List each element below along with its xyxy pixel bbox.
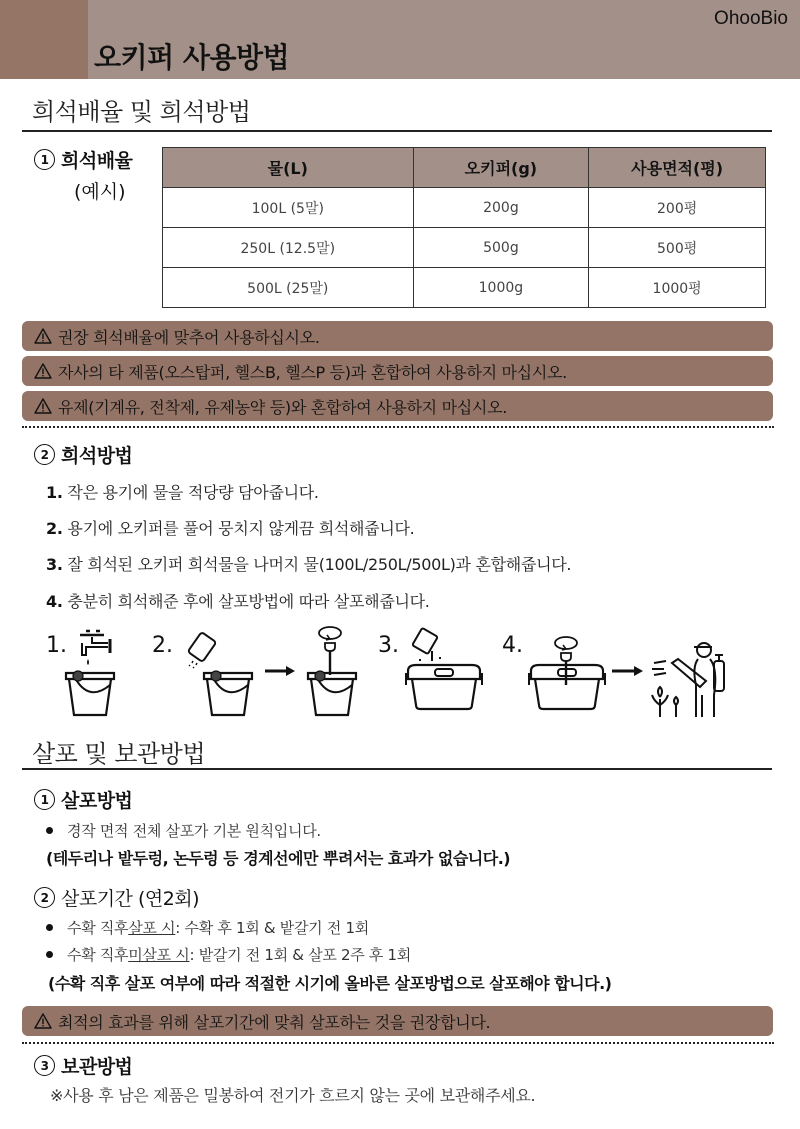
subheading-label: 보관방법 <box>61 1056 133 1078</box>
warning-icon <box>34 363 52 379</box>
table-cell: 200평 <box>589 188 766 228</box>
brand-name: OhooBio <box>714 8 788 29</box>
dilution-table <box>162 147 766 308</box>
step-text: 잘 희석된 오키퍼 희석물을 나머지 물(100L/250L/500L)과 혼합해줍니다. <box>67 555 572 574</box>
bullet-underlined: 살포 시 <box>128 919 176 937</box>
subheading-label: 희석방법 <box>61 445 133 467</box>
step-number: 1. <box>46 483 63 502</box>
bullet-suffix: : 수확 후 1회 & 밭갈기 전 1회 <box>175 919 369 937</box>
table-cell: 500평 <box>589 228 766 268</box>
step-text: 충분히 희석해준 후에 살포방법에 따라 살포해줍니다. <box>67 592 430 611</box>
column-header-area: 사용면적(평) <box>589 148 766 188</box>
step-number: 2. <box>46 519 63 538</box>
storage-text: ※사용 후 남은 제품은 밀봉하여 전기가 흐르지 않는 곳에 보관해주세요. <box>50 1086 536 1105</box>
subheading-spray-method <box>34 786 132 813</box>
table-cell: 1000g <box>413 268 589 308</box>
number-badge: 1 <box>34 789 55 810</box>
bullet-text: 경작 면적 전체 살포가 기본 원칙입니다. <box>67 822 321 840</box>
warning-text: 유제(기계유, 전착제, 유제농약 등)와 혼합하여 사용하지 마십시오. <box>58 397 508 417</box>
warning-banner <box>22 1006 773 1036</box>
table-header-row <box>163 148 766 188</box>
section-title-spray-storage: 살포 및 보관방법 <box>32 740 206 768</box>
step-item <box>46 480 319 503</box>
spray-method-note: (테두리나 밭두렁, 논두렁 등 경계선에만 뿌려서는 효과가 없습니다.) <box>46 849 511 868</box>
number-badge: 2 <box>34 444 55 465</box>
bullet-icon <box>46 951 53 958</box>
step-item <box>46 552 571 575</box>
faucet-icon <box>80 631 110 665</box>
bullet-item <box>46 820 321 841</box>
number-badge: 3 <box>34 1055 55 1076</box>
column-header-okeeper: 오키퍼(g) <box>413 148 589 188</box>
table-row <box>163 228 766 268</box>
bullet-suffix: : 밭갈기 전 1회 & 살포 2주 후 1회 <box>189 946 411 964</box>
illustration-label: 2. <box>152 633 173 658</box>
spray-period-note: (수확 직후 살포 여부에 따라 적절한 시기에 올바른 살포방법으로 살포해야 합니다.) <box>48 974 612 993</box>
step-item <box>46 589 430 612</box>
illustration-label: 3. <box>378 633 399 658</box>
example-note: (예시) <box>74 181 126 203</box>
number-badge: 1 <box>34 149 55 170</box>
bullet-underlined: 미살포 시 <box>128 946 190 964</box>
step-number: 4. <box>46 592 63 611</box>
table-cell: 500g <box>413 228 589 268</box>
table-cell: 200g <box>413 188 589 228</box>
step-text: 용기에 오키퍼를 풀어 뭉치지 않게끔 희석해줍니다. <box>67 519 415 538</box>
warning-banner <box>22 391 773 421</box>
subheading-label: 희석배율 <box>61 150 133 172</box>
sprayer-farmer-icon <box>652 643 724 717</box>
warning-icon <box>34 1013 52 1029</box>
table-cell: 500L (25말) <box>163 268 414 308</box>
subheading-label: 살포기간 (연2회) <box>61 888 200 910</box>
illustration-graphics <box>0 625 800 720</box>
table-row <box>163 188 766 228</box>
illustration-label: 1. <box>46 633 67 658</box>
step-text: 작은 용기에 물을 적당량 담아줍니다. <box>67 483 319 502</box>
dilution-illustration <box>0 625 800 720</box>
bullet-item <box>46 917 369 938</box>
header-accent-block <box>0 0 88 79</box>
subheading-dilution-method <box>34 441 132 468</box>
page-header <box>0 0 800 79</box>
bullet-item <box>46 944 411 965</box>
warning-icon <box>34 328 52 344</box>
table-cell: 100L (5말) <box>163 188 414 228</box>
illustration-label: 4. <box>502 633 523 658</box>
section-divider <box>22 130 772 132</box>
table-row <box>163 268 766 308</box>
dotted-divider <box>22 426 774 428</box>
powder-pack-icon <box>188 632 217 668</box>
page-title: 오키퍼 사용방법 <box>94 41 290 74</box>
pour-container-icon <box>412 628 440 661</box>
table-cell: 250L (12.5말) <box>163 228 414 268</box>
subheading-spray-period <box>34 884 199 911</box>
number-badge: 2 <box>34 887 55 908</box>
warning-text: 최적의 효과를 위해 살포기간에 맞춰 살포하는 것을 권장합니다. <box>58 1012 491 1032</box>
bullet-icon <box>46 827 53 834</box>
subheading-label: 살포방법 <box>61 790 133 812</box>
section-divider <box>22 768 772 770</box>
column-header-water: 물(L) <box>163 148 414 188</box>
step-item <box>46 516 414 539</box>
subheading-dilution-ratio <box>34 146 132 173</box>
step-number: 3. <box>46 555 63 574</box>
warning-icon <box>34 398 52 414</box>
warning-text: 권장 희석배율에 맞추어 사용하십시오. <box>58 327 320 347</box>
bullet-icon <box>46 924 53 931</box>
subheading-storage <box>34 1052 132 1079</box>
section-title-dilution: 희석배율 및 희석방법 <box>32 98 251 126</box>
warning-banner <box>22 356 773 386</box>
dotted-divider <box>22 1042 774 1044</box>
table-cell: 1000평 <box>589 268 766 308</box>
bullet-prefix: 수확 직후 <box>67 946 129 964</box>
bullet-prefix: 수확 직후 <box>67 919 129 937</box>
warning-text: 자사의 타 제품(오스탑퍼, 헬스B, 헬스P 등)과 혼합하여 사용하지 마십시오. <box>58 362 567 382</box>
warning-banner <box>22 321 773 351</box>
